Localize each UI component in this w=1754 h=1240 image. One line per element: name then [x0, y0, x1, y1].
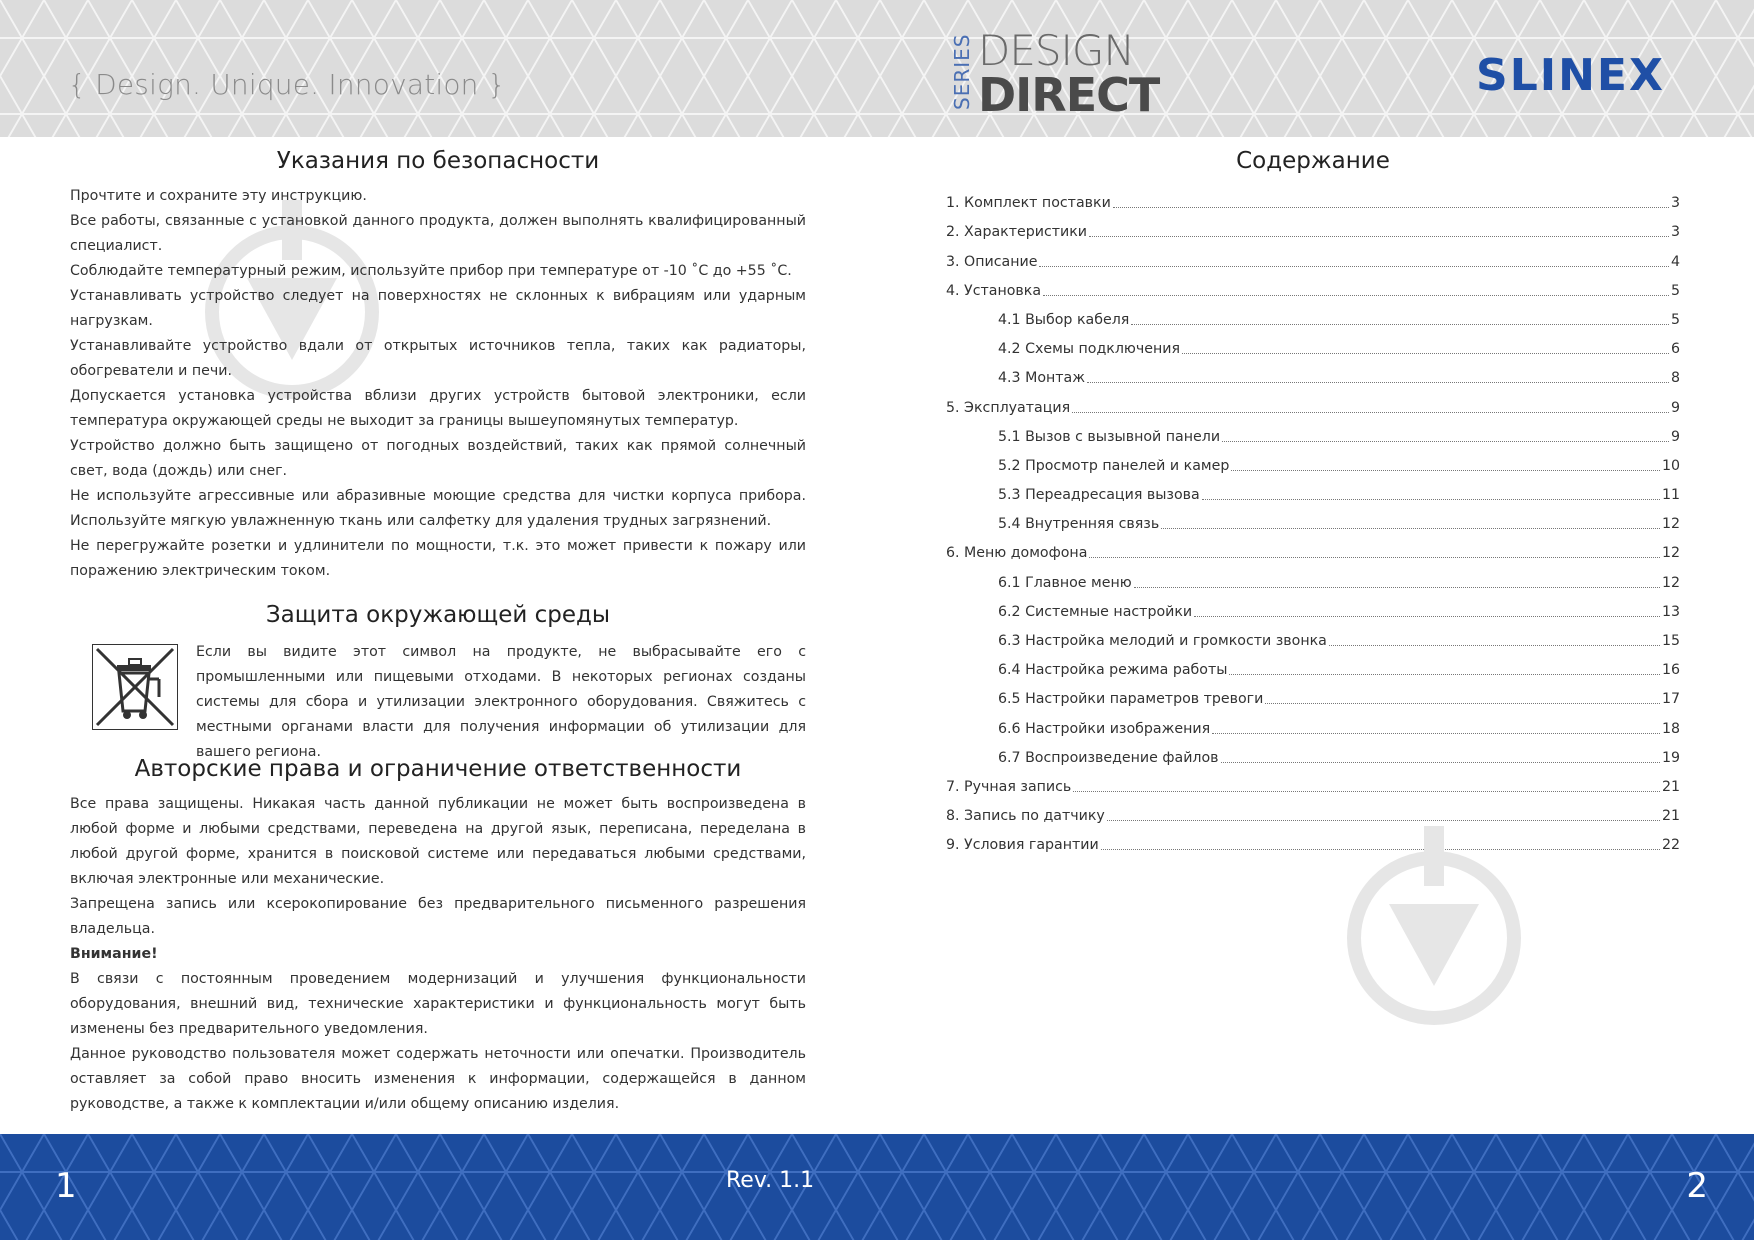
toc-entry-label: 6.2 Системные настройки — [998, 603, 1193, 620]
toc-entry-label: 2. Характеристики — [946, 224, 1088, 241]
toc-leader-dots — [1107, 820, 1660, 821]
toc-entry-page: 4 — [1670, 253, 1680, 270]
toc-entry-page: 12 — [1661, 545, 1680, 562]
toc-entry-page: 6 — [1670, 341, 1680, 358]
toc-entry-page: 22 — [1661, 837, 1680, 854]
toc-entry — [946, 797, 1680, 826]
copyright-paragraph: Запрещена запись или ксерокопирование без предварительного письменного разрешения владельца. — [70, 896, 806, 937]
toc-leader-dots — [1231, 470, 1660, 471]
toc-entry-label: 4. Установка — [946, 282, 1042, 299]
toc-entry — [946, 826, 1680, 855]
toc-leader-dots — [1113, 207, 1669, 208]
toc-entry-label: 5.2 Просмотр панелей и камер — [998, 457, 1230, 474]
environment-row — [70, 640, 806, 760]
toc-entry-page: 10 — [1661, 457, 1680, 474]
attention-label: Внимание! — [70, 946, 158, 962]
toc-leader-dots — [1229, 674, 1660, 675]
toc-entry-page: 5 — [1670, 282, 1680, 299]
toc-entry — [946, 213, 1680, 242]
toc-entry — [946, 768, 1680, 797]
toc-entry-page: 9 — [1670, 399, 1680, 416]
toc-leader-dots — [1073, 791, 1660, 792]
toc-entry-label: 6.5 Настройки параметров тревоги — [998, 691, 1264, 708]
revision-label: Rev. 1.1 — [726, 1168, 815, 1193]
series-word: SERIES — [950, 33, 974, 111]
toc-title: Содержание — [1236, 148, 1390, 174]
toc-entry-label: 4.3 Монтаж — [998, 370, 1086, 387]
copyright-section — [70, 756, 806, 1117]
safety-paragraph: Не перегружайте розетки и удлинители по мощности, т.к. это может привести к пожару или поражению электрическим током. — [70, 538, 806, 579]
toc-leader-dots — [1039, 266, 1669, 267]
toc-entry-page: 21 — [1661, 778, 1680, 795]
copyright-paragraph: Данное руководство пользователя может содержать неточности или опечатки. Производитель оставляет за собой право вносить изменения к информации, содержащейся в данном руководстве, а также к комплектации и/или общему описанию изделия. — [70, 1046, 806, 1112]
toc-entry-page: 13 — [1661, 603, 1680, 620]
toc-entry-page: 16 — [1661, 662, 1680, 679]
copyright-title: Авторские права и ограничение ответственности — [134, 756, 742, 782]
toc-entry-page: 19 — [1661, 749, 1680, 766]
toc-leader-dots — [1089, 557, 1660, 558]
toc-entry-label: 6.1 Главное меню — [998, 574, 1132, 591]
toc-entry-page: 12 — [1661, 574, 1680, 591]
toc-entry — [946, 242, 1680, 271]
toc-leader-dots — [1329, 645, 1660, 646]
safety-paragraph: Не используйте агрессивные или абразивные моющие средства для чистки корпуса прибора. Используйте мягкую увлажненную ткань или салфетку для удаления трудных загрязнений. — [70, 488, 806, 529]
toc-entry-label: 6.4 Настройка режима работы — [998, 662, 1228, 679]
environment-title: Защита окружающей среды — [265, 602, 611, 628]
toc-entry-page: 11 — [1661, 487, 1680, 504]
toc-leader-dots — [1221, 762, 1660, 763]
toc-entry — [946, 739, 1680, 768]
toc-entry — [946, 622, 1680, 651]
toc-entry — [946, 301, 1680, 330]
safety-paragraph: Допускается установка устройства вблизи других устройств бытовой электроники, если температура окружающей среды не выходит за границы вышеупомянутых температур. — [70, 388, 806, 429]
toc-entry-label: 6. Меню домофона — [946, 545, 1088, 562]
right-page — [946, 148, 1680, 855]
toc-entry-page: 3 — [1670, 224, 1680, 241]
safety-paragraph: Соблюдайте температурный режим, используйте прибор при температуре от -10 ˚С до +55 ˚С. — [70, 263, 792, 279]
toc-leader-dots — [1202, 499, 1660, 500]
toc-entry — [946, 476, 1680, 505]
download-watermark-icon — [1344, 826, 1524, 1026]
tagline: { Design. Unique. Innovation } — [68, 68, 506, 101]
toc-leader-dots — [1212, 733, 1660, 734]
toc-leader-dots — [1222, 441, 1669, 442]
header-band — [0, 0, 1754, 137]
toc-entry-page: 3 — [1670, 195, 1680, 212]
toc-entry-page: 5 — [1670, 311, 1680, 328]
toc-entry — [946, 388, 1680, 417]
toc-entry-label: 5.3 Переадресация вызова — [998, 487, 1200, 504]
toc-entry-page: 12 — [1661, 516, 1680, 533]
weee-crossed-bin-icon — [92, 644, 178, 730]
toc-entry — [946, 330, 1680, 359]
toc-entry — [946, 418, 1680, 447]
toc-leader-dots — [1265, 703, 1660, 704]
toc-leader-dots — [1043, 295, 1669, 296]
toc-entry-label: 3. Описание — [946, 253, 1038, 270]
toc-entry — [946, 447, 1680, 476]
design-word: DESIGN — [978, 26, 1134, 75]
toc-entry — [946, 651, 1680, 680]
safety-title: Указания по безопасности — [276, 148, 600, 174]
toc-leader-dots — [1161, 528, 1660, 529]
toc-entry-label: 4.1 Выбор кабеля — [998, 311, 1130, 328]
toc-entry-page: 18 — [1661, 720, 1680, 737]
toc-entry-label: 5. Эксплуатация — [946, 399, 1071, 416]
toc-entry — [946, 593, 1680, 622]
toc-entry-label: 5.4 Внутренняя связь — [998, 516, 1160, 533]
toc-entry — [946, 272, 1680, 301]
toc-entry-label: 6.6 Настройки изображения — [998, 720, 1211, 737]
toc-entry-page: 21 — [1661, 808, 1680, 825]
toc-leader-dots — [1087, 382, 1669, 383]
toc-entry-page: 9 — [1670, 428, 1680, 445]
toc-leader-dots — [1131, 324, 1669, 325]
footer-band — [0, 1134, 1754, 1240]
toc-leader-dots — [1194, 616, 1660, 617]
toc-entry — [946, 534, 1680, 563]
toc-entry — [946, 709, 1680, 738]
toc-entry-label: 1. Комплект поставки — [946, 195, 1111, 212]
copyright-paragraph: Все права защищены. Никакая часть данной публикации не может быть воспроизведена в любой форме и любыми средствами, переведена на другой язык, переписана, переделана в любой другой форме, хранится в поисковой системе или передаваться любыми средствами, включая электронные или механические. — [70, 796, 806, 887]
toc-entry — [946, 680, 1680, 709]
page-number-right: 2 — [1686, 1166, 1708, 1206]
toc-entry — [946, 563, 1680, 592]
toc-entry-page: 17 — [1661, 691, 1680, 708]
toc-entry-label: 7. Ручная запись — [946, 778, 1072, 795]
safety-paragraph: Устанавливайте устройство вдали от открытых источников тепла, таких как радиаторы, обогреватели и печи. — [70, 338, 806, 379]
environment-section — [70, 602, 806, 760]
safety-paragraph: Устанавливать устройство следует на поверхностях не склонных к вибрациям или ударным нагрузкам. — [70, 288, 806, 329]
safety-paragraph: Все работы, связанные с установкой данного продукта, должен выполнять квалифицированный специалист. — [70, 213, 806, 254]
toc-leader-dots — [1134, 587, 1660, 588]
toc-entry — [946, 359, 1680, 388]
toc-entry-label: 4.2 Схемы подключения — [998, 341, 1181, 358]
environment-text: Если вы видите этот символ на продукте, не выбрасывайте его с промышленными или пищевыми отходами. В некоторых регионах созданы системы для сбора и утилизации электронного оборудования. Свяжитесь с местными органами власти для получения информации об утилизации для вашего региона. — [196, 644, 806, 760]
toc-entry — [946, 184, 1680, 213]
page-number-left: 1 — [55, 1166, 77, 1206]
toc-entry-page: 15 — [1661, 633, 1680, 649]
toc-entry-label: 6.7 Воспроизведение файлов — [998, 749, 1219, 766]
toc-entry-label: 8. Запись по датчику — [946, 808, 1105, 825]
toc-entry — [946, 505, 1680, 534]
copyright-paragraph: В связи с постоянным проведением модернизаций и улучшения функциональности оборудования, внешний вид, технические характеристики и функциональность могут быть изменены без предварительного уведомления. — [70, 971, 806, 1037]
safety-paragraph: Прочтите и сохраните эту инструкцию. — [70, 188, 367, 204]
safety-paragraph: Устройство должно быть защищено от погодных воздействий, таких как прямой солнечный свет, вода (дождь) или снег. — [70, 438, 806, 479]
brand-logo: SLINEX — [1476, 50, 1665, 101]
direct-word: DIRECT — [978, 68, 1160, 122]
toc-entry-label: 5.1 Вызов с вызывной панели — [998, 428, 1221, 445]
toc-entry-page: 8 — [1670, 370, 1680, 387]
toc-entry-label: 6.3 Настройка мелодий и громкости звонка — [998, 633, 1327, 649]
toc-leader-dots — [1072, 412, 1669, 413]
toc-leader-dots — [1089, 236, 1669, 237]
toc-entry-label: 9. Условия гарантии — [946, 837, 1099, 854]
safety-section — [70, 148, 806, 584]
toc-leader-dots — [1182, 353, 1669, 354]
toc-list — [946, 184, 1680, 855]
